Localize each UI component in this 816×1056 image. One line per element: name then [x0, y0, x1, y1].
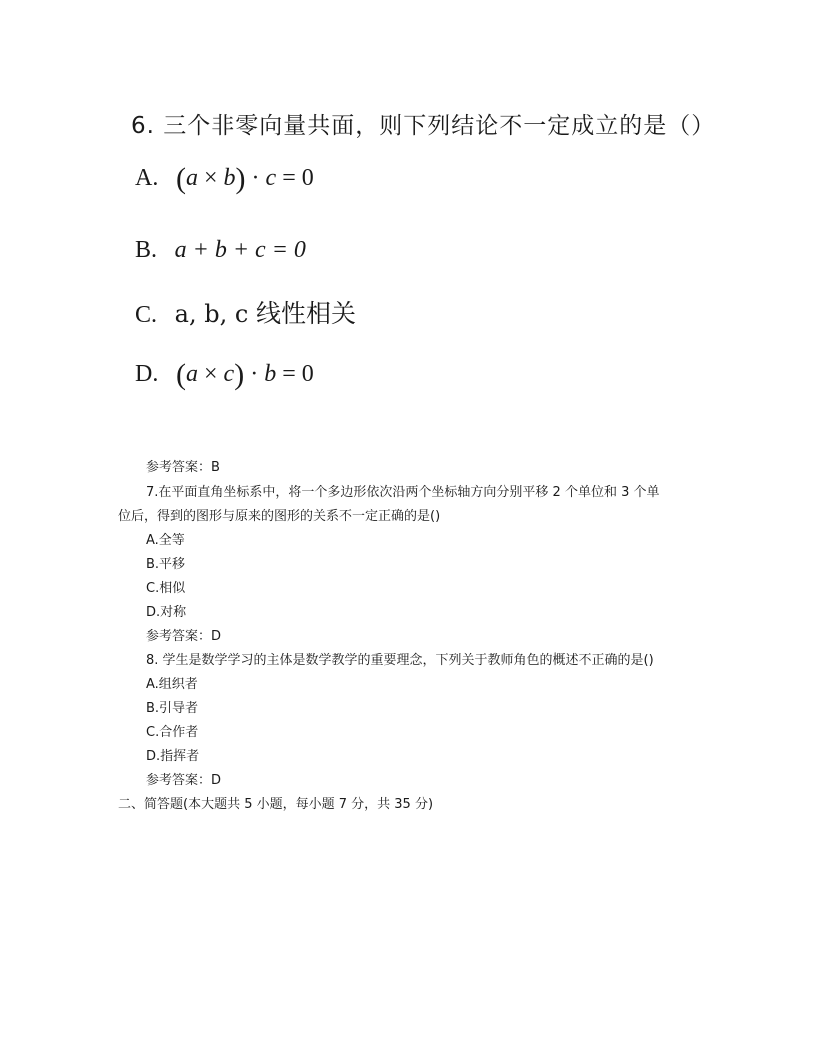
question-7-answer: 参考答案：D: [146, 629, 222, 644]
question-7-line-1: 7.在平面直角坐标系中，将一个多边形依次沿两个坐标轴方向分别平移 2 个单位和 3 个单: [146, 485, 660, 500]
question-6-option-a: [135, 162, 314, 196]
question-7-option-c: C.相似: [146, 581, 186, 596]
question-8-option-c: C.合作者: [146, 725, 199, 740]
question-8-line-1: 8. 学生是数学学习的主体是数学教学的重要理念，下列关于教师角色的概述不正确的是(): [146, 653, 654, 668]
option-b-formula: a + b + c = 0: [174, 237, 306, 263]
option-d-label: D.: [135, 361, 159, 387]
option-a-label: A.: [135, 165, 159, 191]
question-6-option-c: [135, 294, 356, 330]
question-8-answer: 参考答案：D: [146, 773, 222, 788]
option-d-formula: (a × c) · b = 0: [175, 358, 314, 391]
question-6-option-b: [135, 235, 306, 264]
question-6-option-d: [135, 358, 314, 392]
question-7-line-2: 位后，得到的图形与原来的图形的关系不一定正确的是(): [118, 509, 441, 524]
section-2-heading: 二、简答题(本大题共 5 小题，每小题 7 分，共 35 分): [118, 797, 434, 812]
question-6-answer: 参考答案：B: [146, 460, 220, 475]
question-6-title: 6. 三个非零向量共面，则下列结论不一定成立的是（）: [131, 113, 716, 139]
option-a-formula: (a × b) · c = 0: [175, 162, 314, 195]
question-7-option-a: A.全等: [146, 533, 185, 548]
question-8-option-b: B.引导者: [146, 701, 199, 716]
question-7-option-d: D.对称: [146, 605, 187, 620]
option-c-label: C.: [135, 302, 158, 328]
option-c-vectors: a, b, c: [174, 300, 249, 328]
question-7-option-b: B.平移: [146, 557, 186, 572]
option-b-label: B.: [135, 237, 158, 263]
question-8-option-a: A.组织者: [146, 677, 198, 692]
question-6-image-block: [131, 106, 716, 391]
question-8-option-d: D.指挥者: [146, 749, 200, 764]
option-c-text: 线性相关: [255, 299, 356, 328]
